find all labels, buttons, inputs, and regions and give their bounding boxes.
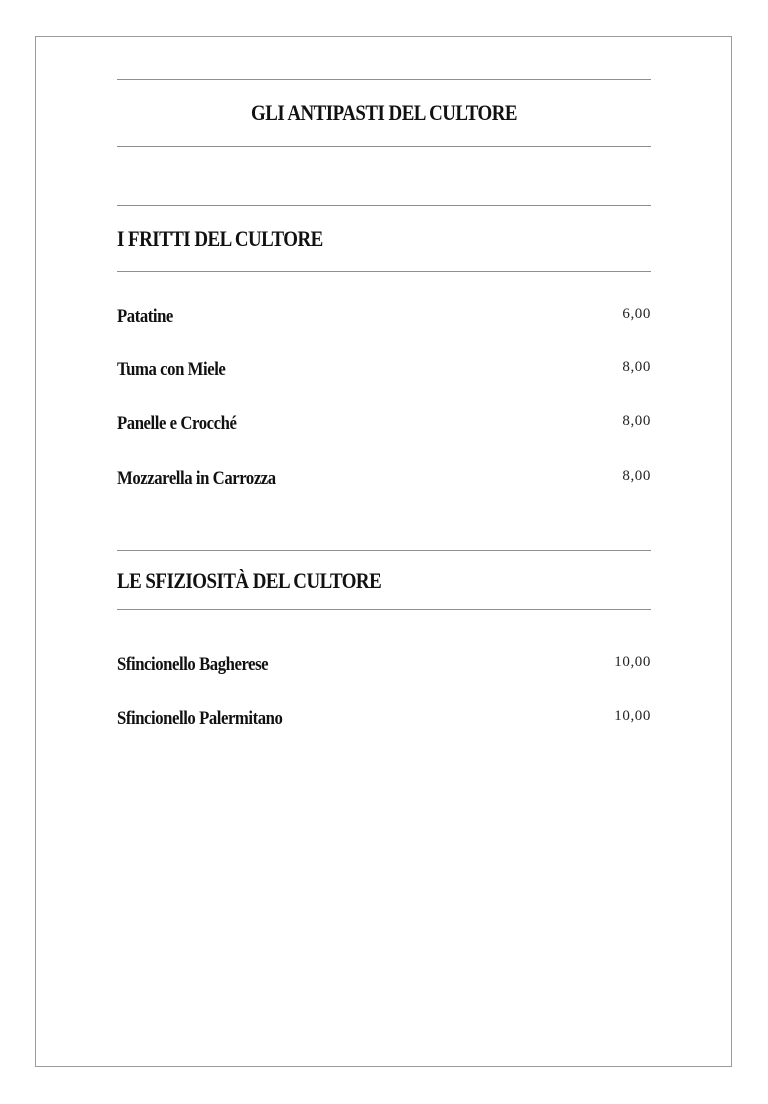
item-price: 8,00 [622,413,651,429]
item-price: 8,00 [622,359,651,375]
title-bottom-rule [117,146,651,147]
menu-item [117,359,651,383]
item-price: 6,00 [622,306,651,322]
menu-item [117,468,651,492]
section-2-bottom-rule [117,609,651,610]
menu-item [117,306,651,330]
item-name: Sfincionello Bagherese [117,654,269,675]
section-2-top-rule [117,550,651,551]
title-top-rule [117,79,651,80]
item-name: Patatine [117,306,173,327]
page-frame [35,36,732,1067]
menu-title: GLI ANTIPASTI DEL CULTORE [251,100,517,125]
item-name: Panelle e Crocché [117,413,237,434]
section-title-sfiziosita: LE SFIZIOSITÀ DEL CULTORE [117,568,382,593]
section-title-fritti: I FRITTI DEL CULTORE [117,226,323,251]
item-name: Tuma con Miele [117,359,226,380]
menu-item [117,708,651,732]
section-1-top-rule [117,205,651,206]
item-price: 10,00 [614,708,651,724]
section-1-bottom-rule [117,271,651,272]
item-name: Mozzarella in Carrozza [117,468,276,489]
item-price: 10,00 [614,654,651,670]
menu-item [117,413,651,437]
menu-item [117,654,651,678]
item-price: 8,00 [622,468,651,484]
item-name: Sfincionello Palermitano [117,708,283,729]
